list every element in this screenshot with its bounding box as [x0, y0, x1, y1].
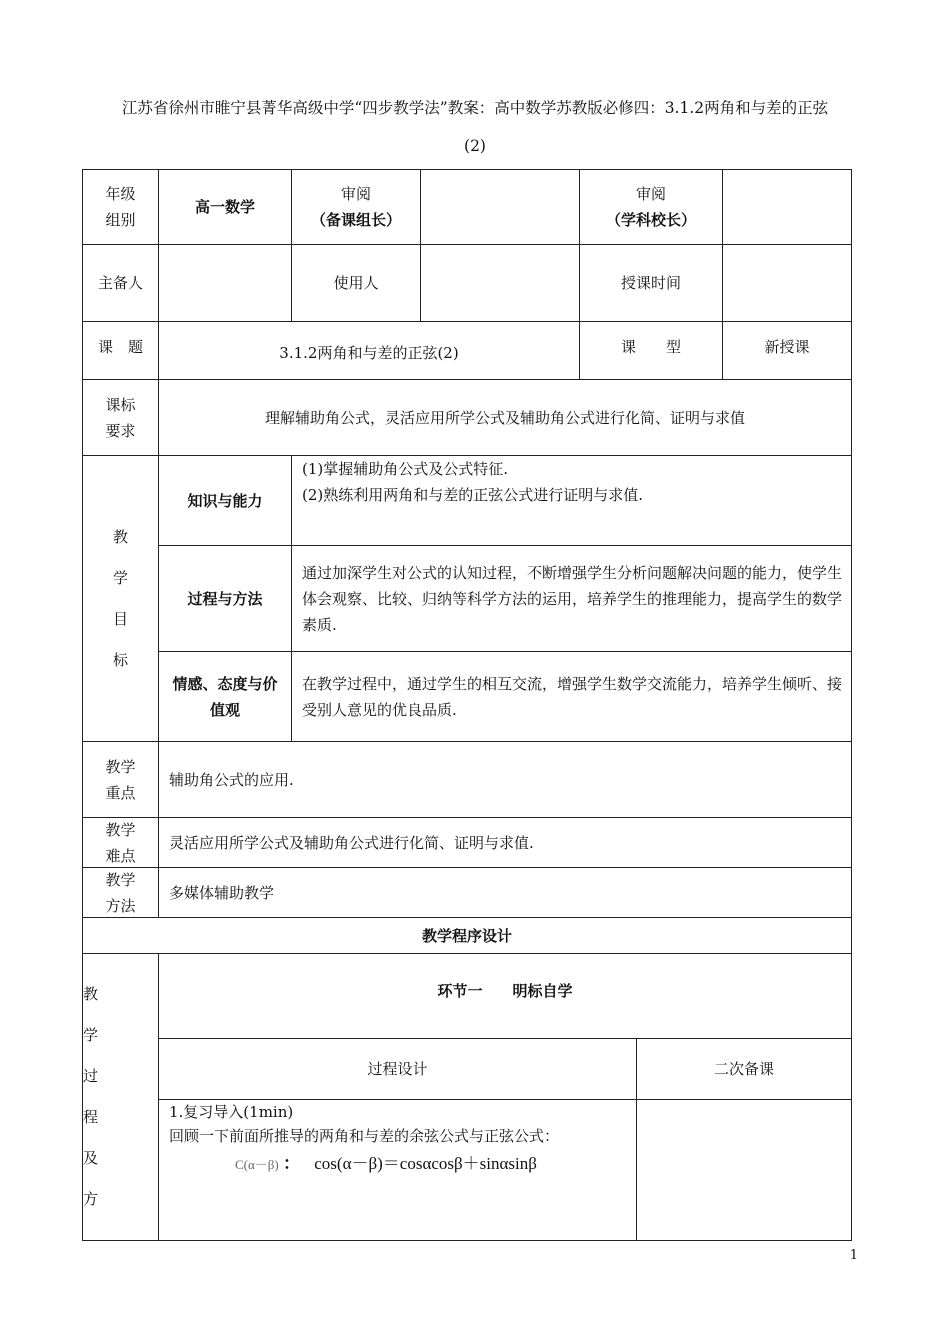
key-point-value: 辅助角公式的应用. — [169, 770, 294, 789]
objectives-char: 学 — [112, 568, 128, 587]
design-header: 过程设计 — [367, 1060, 428, 1078]
process-char: 方 — [83, 1190, 99, 1208]
user-value — [420, 244, 580, 322]
standard-value-cell — [158, 379, 852, 456]
process-char: 及 — [83, 1149, 99, 1167]
process-text: 通过加深学生对公式的认知过程，不断增强学生分析问题解决问题的能力，使学生体会观察、比较、归纳等科学方法的运用，培养学生的推理能力，提高学生的数学素质. — [302, 563, 843, 634]
principal-label: （学科校长） — [605, 211, 696, 229]
grade-label: 年级 — [105, 185, 136, 203]
grade-value: 高一数学 — [194, 198, 255, 216]
section-title: 环节一 明标自学 — [437, 982, 573, 1000]
type-label-cell — [579, 321, 723, 380]
key-point-label-cell — [82, 741, 159, 818]
emotion-label-1: 情感、态度与价 — [172, 674, 278, 693]
secondary-content-cell — [636, 1099, 852, 1241]
topic-value: 3.1.2两角和与差的正弦(2) — [279, 343, 459, 362]
emotion-value-cell — [291, 651, 852, 742]
review-label-2: 审阅 — [635, 185, 666, 203]
topic-label-cell — [82, 321, 159, 380]
design-header-cell — [158, 1038, 637, 1100]
method-label-cell — [82, 867, 159, 918]
preparer-label-cell — [82, 244, 159, 322]
user-label: 使用人 — [333, 274, 379, 292]
knowledge-label: 知识与能力 — [187, 491, 263, 510]
objectives-char: 教 — [112, 527, 128, 546]
preparer-label: 主备人 — [97, 274, 143, 292]
page-number: 1 — [849, 1248, 858, 1263]
type-value-cell — [722, 321, 852, 380]
review-principal-value — [722, 169, 852, 245]
procedure-header-cell — [82, 917, 852, 954]
objectives-char: 目 — [112, 609, 128, 628]
method-label-2: 方法 — [105, 896, 136, 915]
group-label: 组别 — [105, 211, 136, 229]
method-value-cell — [158, 867, 852, 918]
knowledge-line-1: (1)掌握辅助角公式及公式特征. — [302, 460, 509, 478]
standard-label-cell — [82, 379, 159, 456]
secondary-header-cell — [636, 1038, 852, 1100]
knowledge-value-cell — [291, 455, 852, 546]
difficulty-value: 灵活应用所学公式及辅助角公式进行化简、证明与求值. — [169, 833, 534, 852]
process-char: 学 — [83, 1026, 99, 1044]
key-point-value-cell — [158, 741, 852, 818]
review-group-leader-cell — [291, 169, 421, 245]
section-title-cell — [158, 953, 852, 1039]
emotion-text: 在教学过程中，通过学生的相互交流，增强学生数学交流能力，培养学生倾听、接受别人意见的优良品质. — [302, 674, 843, 719]
document-title-continued: (2) — [464, 137, 486, 155]
objectives-label-cell — [82, 455, 159, 742]
process-label-cell — [158, 545, 292, 652]
emotion-label-2: 值观 — [209, 700, 240, 719]
difficulty-label-1: 教学 — [105, 820, 136, 839]
step1-title: 1.复习导入(1min) — [169, 1103, 294, 1121]
time-value — [722, 244, 852, 322]
procedure-header: 教学程序设计 — [421, 926, 512, 945]
method-value: 多媒体辅助教学 — [169, 883, 275, 902]
secondary-header: 二次备课 — [713, 1060, 774, 1078]
topic-label: 课 题 — [97, 338, 143, 356]
process-label: 过程与方法 — [187, 589, 263, 608]
grade-value-cell — [158, 169, 292, 245]
formula: cos(α－β)＝cosαcosβ＋sinαsinβ — [314, 1154, 537, 1173]
grade-label-cell — [82, 169, 159, 245]
group-leader-label: （备课组长） — [310, 211, 401, 229]
topic-value-cell — [158, 321, 580, 380]
user-label-cell — [291, 244, 421, 322]
preparer-value — [158, 244, 292, 322]
knowledge-label-cell — [158, 455, 292, 546]
difficulty-label-2: 难点 — [105, 846, 136, 865]
standard-label-2: 要求 — [105, 421, 136, 440]
review-label: 审阅 — [340, 185, 371, 203]
process-char: 教 — [83, 985, 99, 1003]
process-char: 程 — [83, 1108, 99, 1126]
formula-colon: ： — [283, 1154, 301, 1173]
process-value-cell — [291, 545, 852, 652]
design-content-cell — [158, 1099, 637, 1241]
time-label: 授课时间 — [620, 274, 681, 292]
process-label-column — [82, 953, 159, 1241]
difficulty-label-cell — [82, 817, 159, 868]
emotion-label-cell — [158, 651, 292, 742]
formula-line — [235, 1152, 537, 1177]
review-group-leader-value — [420, 169, 580, 245]
type-label: 课 型 — [620, 338, 681, 356]
process-char: 过 — [83, 1067, 99, 1085]
standard-label-1: 课标 — [105, 395, 136, 414]
key-point-label-1: 教学 — [105, 757, 136, 776]
standard-value: 理解辅助角公式，灵活应用所学公式及辅助角公式进行化简、证明与求值 — [264, 408, 745, 427]
method-label-1: 教学 — [105, 870, 136, 889]
review-principal-cell — [579, 169, 723, 245]
type-value: 新授课 — [764, 338, 810, 356]
knowledge-line-2: (2)熟练利用两角和与差的正弦公式进行证明与求值. — [302, 486, 644, 504]
document-title: 江苏省徐州市睢宁县菁华高级中学“四步教学法”教案：高中数学苏教版必修四：3.1.2两角和与差的正弦 — [121, 99, 829, 117]
key-point-label-2: 重点 — [105, 783, 136, 802]
formula-label: C(α－β) — [235, 1157, 279, 1172]
objectives-char: 标 — [112, 650, 128, 669]
difficulty-value-cell — [158, 817, 852, 868]
step1-text: 回顾一下前面所推导的两角和与差的余弦公式与正弦公式： — [169, 1127, 560, 1145]
time-label-cell — [579, 244, 723, 322]
